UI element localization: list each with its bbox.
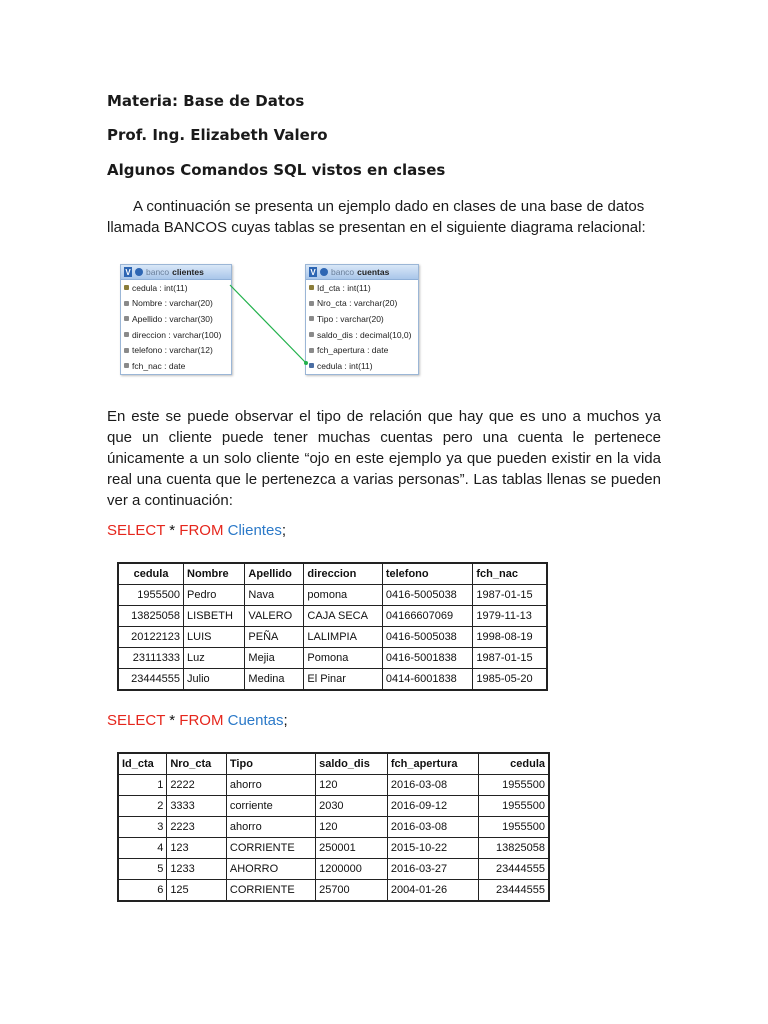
table-cell: El Pinar	[304, 669, 382, 691]
table-cell: Medina	[245, 669, 304, 691]
table-cell: 23111333	[118, 648, 184, 669]
table-cell: 1998-08-19	[473, 627, 547, 648]
table-cell: 250001	[316, 838, 388, 859]
table-cell: 2222	[167, 775, 227, 796]
column-header: Nro_cta	[167, 753, 227, 775]
table-cell: 2015-10-22	[387, 838, 478, 859]
table-cell: pomona	[304, 585, 382, 606]
table-cell: VALERO	[245, 606, 304, 627]
column-header: fch_apertura	[387, 753, 478, 775]
table-row	[118, 585, 547, 606]
table-cell: 1979-11-13	[473, 606, 547, 627]
column-header: fch_nac	[473, 563, 547, 585]
table-row	[118, 838, 549, 859]
table-cell: LISBETH	[184, 606, 245, 627]
table-cell: LUIS	[184, 627, 245, 648]
er-field-label: Apellido : varchar(30)	[132, 313, 213, 324]
table-cell: Pedro	[184, 585, 245, 606]
table-row	[118, 859, 549, 880]
heading-materia: Materia: Base de Datos	[107, 92, 305, 110]
table-cell: 1955500	[479, 817, 549, 838]
table-cell: 0414-6001838	[382, 669, 473, 691]
column-header: saldo_dis	[316, 753, 388, 775]
table-cell: 1200000	[316, 859, 388, 880]
table-cell: 2	[118, 796, 167, 817]
er-field-label: cedula : int(11)	[317, 360, 373, 371]
er-field-label: Nombre : varchar(20)	[132, 298, 213, 309]
table-cell: Mejia	[245, 648, 304, 669]
sql-keyword-select: SELECT	[107, 522, 166, 539]
table-cell: 23444555	[118, 669, 184, 691]
table-row	[118, 880, 549, 902]
sql-star: *	[165, 522, 180, 539]
heading-professor: Prof. Ing. Elizabeth Valero	[107, 126, 328, 144]
er-field-label: direccion : varchar(100)	[132, 329, 222, 340]
table-cell: 123	[167, 838, 227, 859]
column-header: Tipo	[226, 753, 315, 775]
sql-keyword-from: FROM	[179, 522, 224, 539]
table-cell: 20122123	[118, 627, 184, 648]
table-cell: 0416-5001838	[382, 648, 473, 669]
table-cell: 1	[118, 775, 167, 796]
column-header: Apellido	[245, 563, 304, 585]
table-cell: Julio	[184, 669, 245, 691]
table-cell: 13825058	[118, 606, 184, 627]
er-field-label: fch_nac : date	[132, 360, 186, 371]
table-cell: 1955500	[479, 796, 549, 817]
table-cell: ahorro	[226, 817, 315, 838]
table-cell: CORRIENTE	[226, 880, 315, 902]
column-header: Id_cta	[118, 753, 167, 775]
table-cell: 25700	[316, 880, 388, 902]
table-cell: Nava	[245, 585, 304, 606]
table-cell: 23444555	[479, 880, 549, 902]
table-cell: 23444555	[479, 859, 549, 880]
er-field-label: cedula : int(11)	[132, 282, 188, 293]
er-field-label: Nro_cta : varchar(20)	[317, 298, 398, 309]
table-cell: AHORRO	[226, 859, 315, 880]
table-cell: 6	[118, 880, 167, 902]
table-row	[118, 669, 547, 691]
table-cell: corriente	[226, 796, 315, 817]
column-header: direccion	[304, 563, 382, 585]
table-cell: CAJA SECA	[304, 606, 382, 627]
sql-semicolon: ;	[283, 712, 288, 729]
table-cell: 120	[316, 817, 388, 838]
table-cell: Luz	[184, 648, 245, 669]
column-header: Nombre	[184, 563, 245, 585]
er-field-label: Tipo : varchar(20)	[317, 313, 384, 324]
heading-sql-commands: Algunos Comandos SQL vistos en clases	[107, 161, 446, 179]
table-cell: 1233	[167, 859, 227, 880]
table-cell: 120	[316, 775, 388, 796]
table-row	[118, 606, 547, 627]
table-cell: 1987-01-15	[473, 585, 547, 606]
er-field-label: telefono : varchar(12)	[132, 345, 213, 356]
table-cell: ahorro	[226, 775, 315, 796]
table-cell: 125	[167, 880, 227, 902]
er-table-name: cuentas	[357, 267, 390, 277]
sql-keyword-select: SELECT	[107, 712, 166, 729]
table-cell: 04166607069	[382, 606, 473, 627]
table-cell: 2016-03-08	[387, 817, 478, 838]
table-cell: 3	[118, 817, 167, 838]
table-cell: PEÑA	[245, 627, 304, 648]
table-cell: 2016-09-12	[387, 796, 478, 817]
table-cell: 2016-03-27	[387, 859, 478, 880]
table-cell: 2004-01-26	[387, 880, 478, 902]
er-field-label: fch_apertura : date	[317, 345, 389, 356]
table-row	[118, 775, 549, 796]
table-cell: 2016-03-08	[387, 775, 478, 796]
table-cell: Pomona	[304, 648, 382, 669]
er-field-label: Id_cta : int(11)	[317, 282, 371, 293]
table-cell: 4	[118, 838, 167, 859]
relation-line	[0, 0, 768, 420]
table-cell: CORRIENTE	[226, 838, 315, 859]
sql-keyword-from: FROM	[179, 712, 224, 729]
table-cell: 1987-01-15	[473, 648, 547, 669]
table-row	[118, 627, 547, 648]
cuentas-result-table	[117, 752, 550, 902]
sql-select-cuentas	[107, 712, 288, 729]
sql-star: *	[165, 712, 180, 729]
table-cell: 3333	[167, 796, 227, 817]
er-database-name: banco	[331, 267, 355, 277]
table-cell: 1955500	[118, 585, 184, 606]
table-cell: 0416-5005038	[382, 627, 473, 648]
table-cell: LALIMPIA	[304, 627, 382, 648]
view-badge-icon: V	[310, 267, 316, 277]
column-header: cedula	[479, 753, 549, 775]
table-row	[118, 648, 547, 669]
er-table-name: clientes	[172, 267, 204, 277]
sql-semicolon: ;	[281, 522, 286, 539]
table-cell: 2223	[167, 817, 227, 838]
table-row	[118, 796, 549, 817]
table-cell: 1985-05-20	[473, 669, 547, 691]
er-database-name: banco	[146, 267, 170, 277]
sql-select-clientes	[107, 522, 286, 539]
intro-paragraph: A continuación se presenta un ejemplo dado en clases de una base de datos llamada BANCOS cuyas tablas se presentan en el siguiente diagrama relacional:	[107, 198, 646, 236]
table-cell: 2030	[316, 796, 388, 817]
table-row	[118, 817, 549, 838]
relation-paragraph: En este se puede observar el tipo de relación que hay que es uno a muchos ya que un cliente puede tener muchas cuentas pero una cuenta le pertenece únicamente a un solo cliente “ojo en este ejemplo ya que pueden existir en la vida real una cuenta que le pertenezca a varias personas”. Las tablas llenas se pueden ver a continuación:	[107, 408, 661, 509]
table-cell: 5	[118, 859, 167, 880]
table-cell: 13825058	[479, 838, 549, 859]
sql-table-name: Cuentas	[223, 712, 284, 729]
sql-table-name: Clientes	[223, 522, 282, 539]
er-field-label: saldo_dis : decimal(10,0)	[317, 329, 412, 340]
clientes-result-table	[117, 562, 548, 691]
table-cell: 1955500	[479, 775, 549, 796]
column-header: telefono	[382, 563, 473, 585]
table-cell: 0416-5005038	[382, 585, 473, 606]
view-badge-icon: V	[125, 267, 131, 277]
column-header: cedula	[118, 563, 184, 585]
